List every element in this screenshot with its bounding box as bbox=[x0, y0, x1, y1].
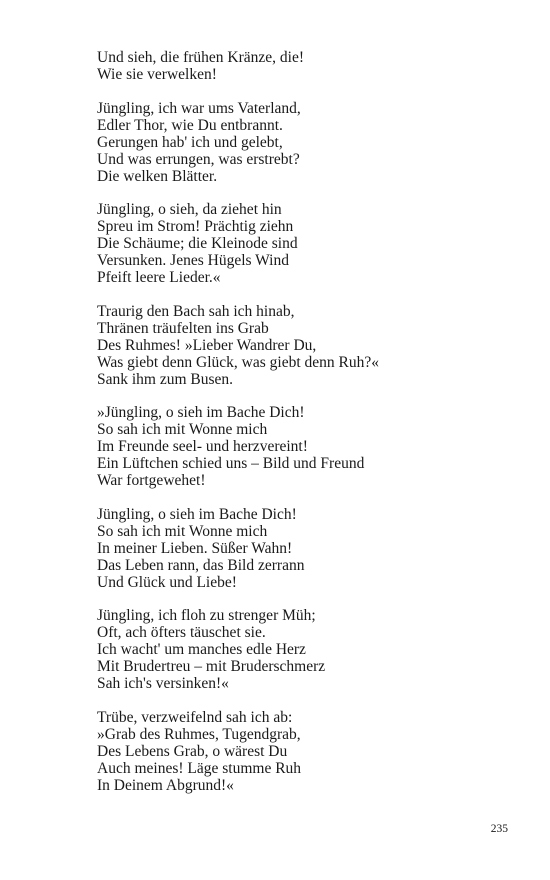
poem-line: Spreu im Strom! Prächtig ziehn bbox=[97, 218, 294, 235]
poem-line: Des Ruhmes! »Lieber Wandrer Du, bbox=[97, 336, 317, 354]
poem-line: Das Leben rann, das Bild zerrann bbox=[97, 556, 305, 574]
poem-line: Jüngling, o sieh, da ziehet hin bbox=[97, 201, 282, 218]
poem-line: »Jüngling, o sieh im Bache Dich! bbox=[97, 404, 305, 421]
poem-line: Auch meines! Läge stumme Ruh bbox=[97, 759, 302, 777]
poem-line: Jüngling, ich floh zu strenger Müh; bbox=[97, 607, 316, 624]
poem-line: Traurig den Bach sah ich hinab, bbox=[97, 302, 295, 320]
poem-line: Und was errungen, was erstrebt? bbox=[97, 150, 300, 168]
poem-line: So sah ich mit Wonne mich bbox=[97, 522, 268, 540]
stanza-6 bbox=[97, 506, 517, 591]
stanza-8 bbox=[97, 709, 517, 794]
poem-line: Jüngling, ich war ums Vaterland, bbox=[97, 99, 301, 117]
poem-line: Die welken Blätter. bbox=[97, 167, 218, 185]
poem-line: So sah ich mit Wonne mich bbox=[97, 421, 268, 438]
poem-line: Und sieh, die frühen Kränze, die! bbox=[97, 49, 305, 66]
poem-line: Des Lebens Grab, o wärest Du bbox=[97, 742, 288, 760]
poem-line: In meiner Lieben. Süßer Wahn! bbox=[97, 539, 293, 557]
stanza-4 bbox=[97, 303, 517, 388]
poem-text bbox=[97, 49, 517, 810]
poem-line: Wie sie verwelken! bbox=[97, 66, 217, 83]
poem-line: Ich wacht' um manches edle Herz bbox=[97, 641, 306, 658]
poem-line: Ein Lüftchen schied uns – Bild und Freund bbox=[97, 455, 365, 472]
poem-line: In Deinem Abgrund!« bbox=[97, 776, 234, 794]
poem-line: Jüngling, o sieh im Bache Dich! bbox=[97, 505, 297, 523]
poem-line: Und Glück und Liebe! bbox=[97, 573, 237, 591]
poem-line: Im Freunde seel- und herzvereint! bbox=[97, 438, 308, 455]
poem-line: Gerungen hab' ich und gelebt, bbox=[97, 133, 283, 151]
stanza-1 bbox=[97, 49, 517, 83]
poem-line: Sank ihm zum Busen. bbox=[97, 370, 234, 388]
stanza-3 bbox=[97, 201, 517, 286]
poem-line: Mit Brudertreu – mit Bruderschmerz bbox=[97, 658, 326, 675]
poem-line: Was giebt denn Glück, was giebt denn Ruh?« bbox=[97, 353, 379, 371]
poem-line: Thränen träufelten ins Grab bbox=[97, 319, 269, 337]
poem-line: Versunken. Jenes Hügels Wind bbox=[97, 252, 289, 269]
poem-line: Oft, ach öfters täuschet sie. bbox=[97, 624, 266, 641]
poem-line: Trübe, verzweifelnd sah ich ab: bbox=[97, 708, 293, 726]
page-number: 235 bbox=[490, 823, 508, 835]
poem-line: Sah ich's versinken!« bbox=[97, 675, 229, 692]
poem-line: Pfeift leere Lieder.« bbox=[97, 269, 221, 286]
stanza-7 bbox=[97, 607, 517, 692]
poem-line: Die Schäume; die Kleinode sind bbox=[97, 235, 298, 252]
stanza-5 bbox=[97, 404, 517, 489]
stanza-2 bbox=[97, 100, 517, 185]
poem-line: War fortgewehet! bbox=[97, 472, 206, 489]
poem-line: »Grab des Ruhmes, Tugendgrab, bbox=[97, 725, 301, 743]
poem-line: Edler Thor, wie Du entbrannt. bbox=[97, 116, 283, 134]
